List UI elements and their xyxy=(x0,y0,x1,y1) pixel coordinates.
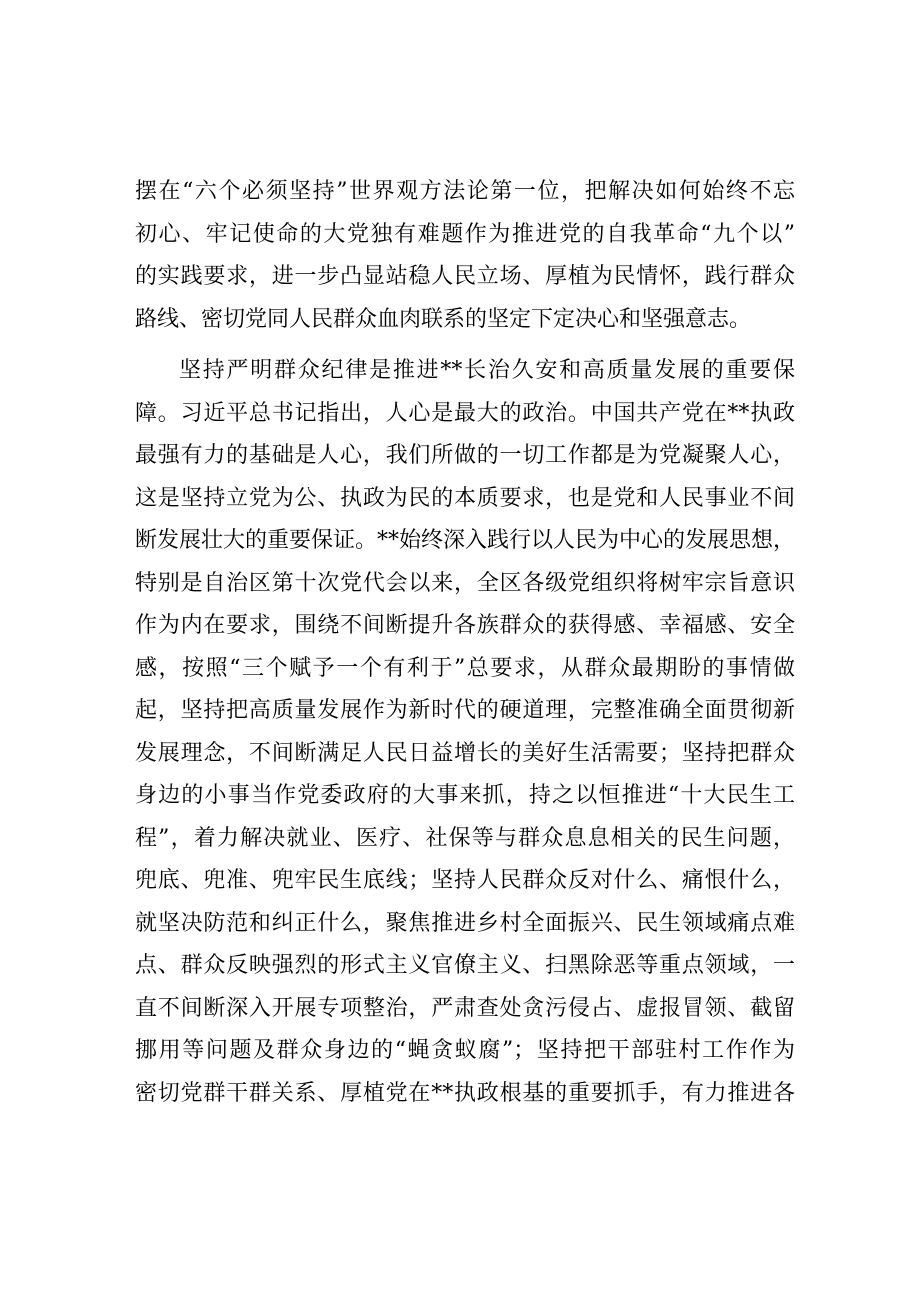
paragraph-line: 感，按照“三个赋予一个有利于”总要求，从群众最期盼的事情做 xyxy=(135,655,795,681)
paragraph-line: 程”，着力解决就业、医疗、社保等与群众息息相关的民生问题， xyxy=(135,825,795,851)
paragraph-line: 的实践要求，进一步凸显站稳人民立场、厚植为民情怀，践行群众 xyxy=(135,264,795,289)
paragraph-line: 兜底、兜准、兜牢民生底线；坚持人民群众反对什么、痛恨什么， xyxy=(135,868,795,893)
paragraph-line: 就坚决防范和纠正什么，聚焦推进乡村全面振兴、民生领域痛点难 xyxy=(135,910,795,936)
paragraph-line: 发展理念，不间断满足人民日益增长的美好生活需要；坚持把群众 xyxy=(135,740,795,766)
paragraph-1 xyxy=(135,171,795,341)
paragraph-line: 作为内在要求，围绕不间断提升各族群众的获得感、幸福感、安全 xyxy=(135,613,795,638)
paragraph-line: 挪用等问题及群众身边的“蝇贪蚁腐”；坚持把干部驻村工作作为 xyxy=(135,1038,795,1063)
paragraph-line: 初心、牢记使命的大党独有难题作为推进党的自我革命“九个以” xyxy=(135,221,795,247)
paragraph-line: 身边的小事当作党委政府的大事来抓，持之以恒推进“十大民生工 xyxy=(135,783,795,808)
paragraph-line: 点、群众反映强烈的形式主义官僚主义、扫黑除恶等重点领域，一 xyxy=(135,953,795,978)
paragraph-2 xyxy=(135,350,795,1115)
paragraph-line: 断发展壮大的重要保证。**始终深入践行以人民为中心的发展思想， xyxy=(135,528,795,553)
paragraph-line: 最强有力的基础是人心，我们所做的一切工作都是为党凝聚人心， xyxy=(135,443,795,468)
paragraph-line: 坚持严明群众纪律是推进**长治久安和高质量发展的重要保 xyxy=(179,358,795,383)
paragraph-line: 密切党群干群关系、厚植党在**执政根基的重要抓手，有力推进各 xyxy=(135,1080,795,1106)
paragraph-line: 路线、密切党同人民群众血肉联系的坚定下定决心和坚强意志。 xyxy=(135,306,752,332)
paragraph-line: 起，坚持把高质量发展作为新时代的硬道理，完整准确全面贯彻新 xyxy=(135,698,795,723)
paragraph-line: 摆在“六个必须坚持”世界观方法论第一位，把解决如何始终不忘 xyxy=(135,179,795,204)
paragraph-line: 特别是自治区第十次党代会以来，全区各级党组织将树牢宗旨意识 xyxy=(135,570,795,596)
paragraph-line: 障。习近平总书记指出，人心是最大的政治。中国共产党在**执政 xyxy=(135,400,795,426)
paragraph-line: 这是坚持立党为公、执政为民的本质要求，也是党和人民事业不间 xyxy=(135,485,795,511)
paragraph-line: 直不间断深入开展专项整治，严肃查处贪污侵占、虚报冒领、截留 xyxy=(135,995,795,1021)
